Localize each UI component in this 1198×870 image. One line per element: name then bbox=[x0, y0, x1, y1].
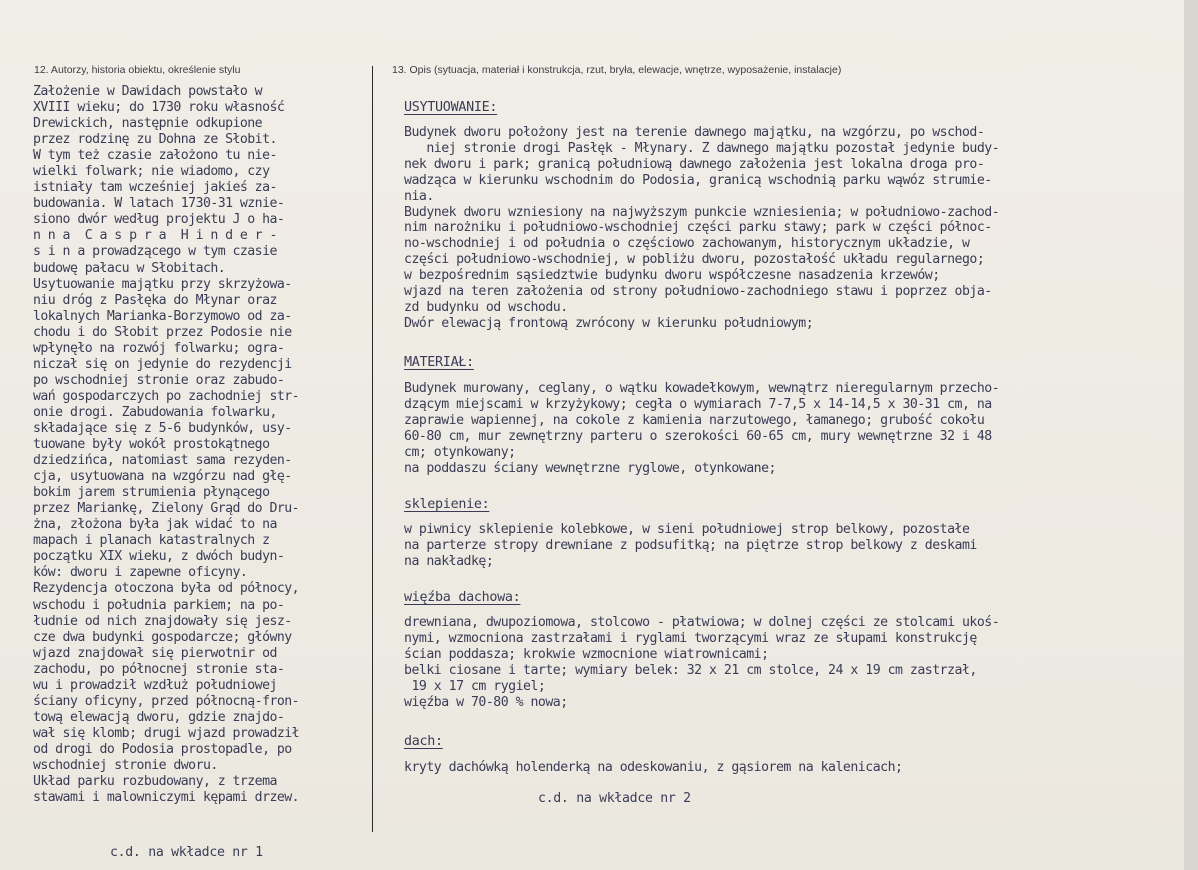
section-title-usytuowanie: USYTUOWANIE: bbox=[404, 100, 498, 115]
left-continuation-note: c.d. na wkładce nr 1 bbox=[110, 845, 263, 860]
section-body-material: Budynek murowany, ceglany, o wątku kowadełkowym, wewnątrz nieregularnym przecho- dzącym miejscami w krzyżykowy; cegła o wymiarach 7-7,5 x 14-14,5 x 30-31 cm, na zaprawie wapiennej, na cokole z kamienia narzutowego, łamanego; grubość cokołu 60-80 cm, mur zewnętrzny parteru o szerokości 60-65 cm, mury wewnętrzne 32 i 48 cm; otynkowany; na poddaszu ściany wewnętrzne ryglowe, otynkowane; bbox=[404, 381, 1000, 476]
section-body-dach: kryty dachówką holenderką na odeskowaniu, z gąsiorem na kalenicach; bbox=[404, 760, 903, 775]
history-text: Założenie w Dawidach powstało w XVIII wieku; do 1730 roku własność Drewickich, następnie odkupione przez rodzinę zu Dohna ze Słobit. W tym też czasie założono tu nie- wielki folwark; nie wiadomo, czy istniały tam wcześniej jakieś za- budowania. W latach 1730-31 wznie- siono dwór według projektu J o ha- n n a C a s p r a H i n d e r - s i n a prowadzącego w tym czasie budowę pałacu w Słobitach. Usytuowanie majątku przy skrzyżowa- niu dróg z Pasłęka do Młynar oraz lokalnych Marianka-Borzymowo od za- chodu i do Słobit przez Podosie nie wpłynęło na rozwój folwarku; ogra- niczał się on jedynie do rezydencji po wschodniej stronie oraz zabudo- wań gospodarczych po zachodniej str- onie drogi. Zabudowania folwarku, składające się z 5-6 budynków, usy- tuowane były wokół prostokątnego dziedzińca, natomiast sama rezyden- cja, usytuowana na wzgórzu nad głę- bokim jarem strumienia płynącego przez Mariankę, Zielony Grąd do Dru- żna, złożona była jak widać to na mapach i planach katastralnych z początku XIX wieku, z dwóch budyn- ków: dworu i zapewne oficyny. Rezydencja otoczona była od północy, wschodu i południa parkiem; na po- łudnie od nich znajdowały się jesz- cze dwa budynki gospodarcze; główny wjazd znajdował się pierwotnir od zachodu, po północnej stronie sta- wu i prowadził wzdłuż południowej ściany oficyny, przed północną-fron- tową elewacją dworu, gdzie znajdo- wał się klomb; drugi wjazd prowadził od drogi do Podosia prostopadle, po wschodniej stronie dworu. Układ parku rozbudowany, z trzema stawami i malowniczymi kępami drzew. bbox=[33, 84, 300, 806]
right-column-heading: 13. Opis (sytuacja, materiał i konstrukcja, rzut, bryła, elewacje, wnętrze, wyposażenie, instalacje) bbox=[392, 64, 842, 76]
section-title-material: MATERIAŁ: bbox=[404, 355, 474, 370]
left-column-heading: 12. Autorzy, historia obiektu, określenie stylu bbox=[34, 64, 241, 76]
section-title-wiezba: więźba dachowa: bbox=[404, 590, 521, 605]
section-body-wiezba: drewniana, dwupoziomowa, stolcowo - płatwiowa; w dolnej części ze stolcami ukoś- nymi, wzmocniona zastrzałami i ryglami tworzącymi wraz ze słupami konstrukcję ścian poddasza; krokwie wzmocnione wiatrownicami; belki ciosane i tarte; wymiary belek: 32 x 21 cm stolce, 24 x 19 cm zastrzał, 19 x 17 cm rygiel; więźba w 70-80 % nowa; bbox=[404, 615, 1000, 710]
column-divider bbox=[372, 66, 373, 832]
section-body-sklepienie: w piwnicy sklepienie kolebkowe, w sieni południowej strop belkowy, pozostałe na parterze stropy drewniane z podsufitką; na piętrze strop belkowy z deskami na nakładkę; bbox=[404, 522, 977, 569]
section-title-sklepienie: sklepienie: bbox=[404, 497, 490, 512]
right-continuation-note: c.d. na wkładce nr 2 bbox=[538, 791, 691, 806]
section-title-dach: dach: bbox=[404, 734, 443, 749]
section-body-usytuowanie: Budynek dworu położony jest na terenie dawnego majątku, na wzgórzu, po wschod- niej stronie drogi Pasłęk - Młynary. Z dawnego majątku pozostał jedynie budy- nek dworu i park; granicą południową dawnego założenia jest lokalna droga pro- wadząca w kierunku wschodnim do Podosia, granicą wschodnią parku wąwóz strumie- nia. Budynek dworu wzniesiony na najwyższym punkcie wzniesienia; w południowo-zachod- nim narożniku i południowo-wschodniej części parku stawy; park w części północ- no-wschodniej i od południa o częściowo zachowanym, historycznym układzie, w części południowo-wschodniej, w pobliżu dworu, pozostałość układu regularnego; w bezpośrednim sąsiedztwie budynku dworu współczesne nasadzenia krzewów; wjazd na teren założenia od strony południowo-zachodniego stawu i poprzez obja- zd budynku od wschodu. Dwór elewacją frontową zwrócony w kierunku południowym; bbox=[404, 125, 1000, 331]
